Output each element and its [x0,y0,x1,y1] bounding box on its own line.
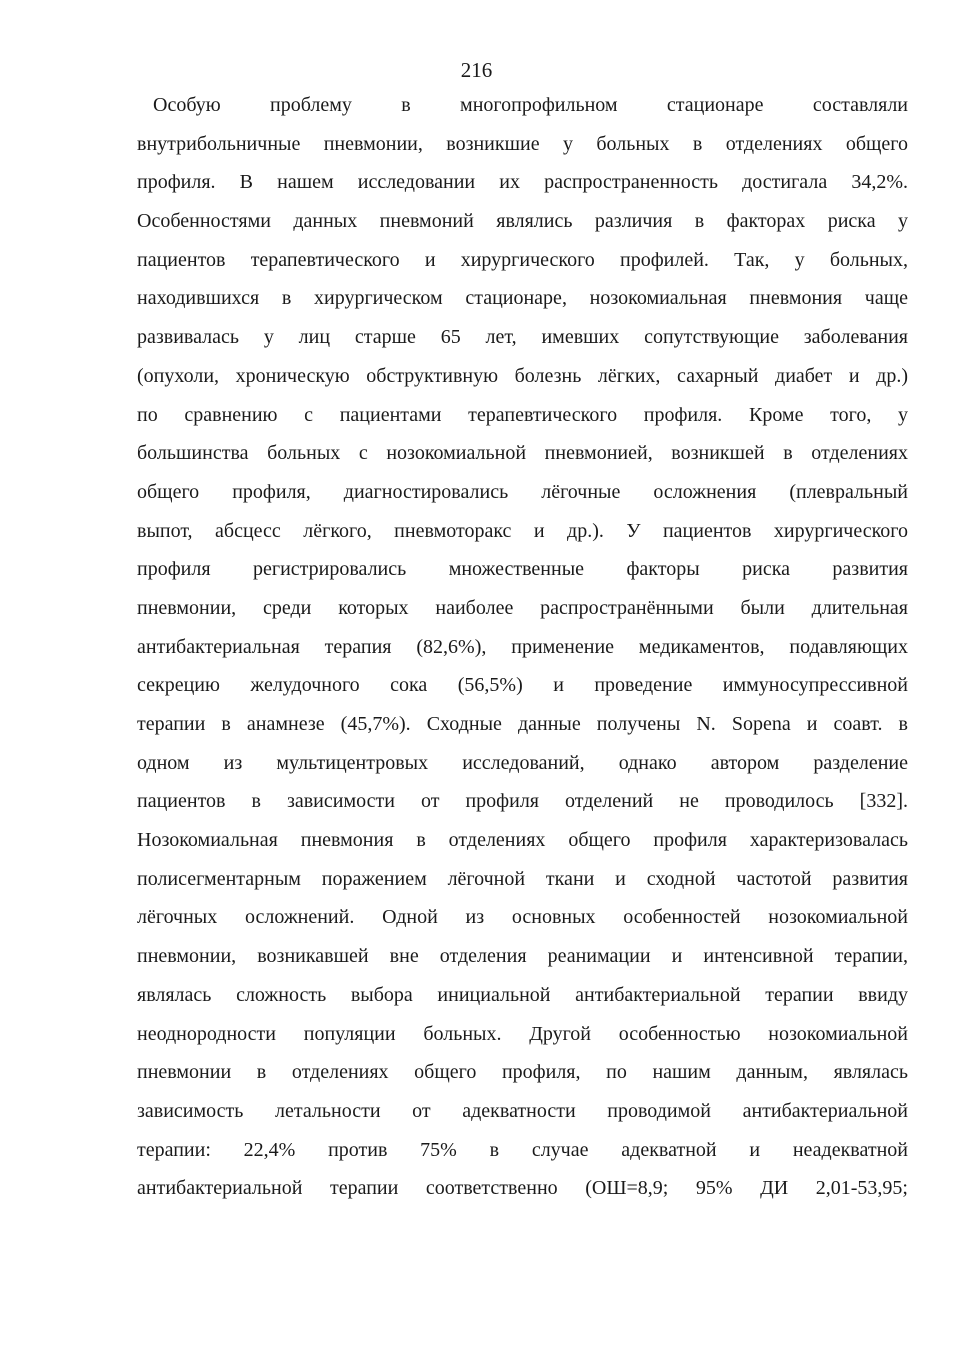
text-line: общего профиля, диагностировались лёгочные осложнения (плевральный [137,480,908,503]
body-text [137,86,908,1208]
text-line: терапии: 22,4% против 75% в случае адекватной и неадекватной [137,1138,908,1161]
text-line: пневмонии в отделениях общего профиля, по нашим данным, являлась [137,1061,908,1084]
text-line: развивалась у лиц старше 65 лет, имевших сопутствующие заболевания [137,326,908,349]
text-line: Нозокомиальная пневмония в отделениях общего профиля характеризовалась [137,829,908,852]
text-line: лёгочных осложнений. Одной из основных особенностей нозокомиальной [137,906,908,929]
text-line: Особую проблему в многопрофильном стационаре составляли [153,94,908,116]
text-line: являлась сложность выбора инициальной антибактериальной терапии ввиду [137,983,908,1006]
text-line: неоднородности популяции больных. Другой особенностью нозокомиальной [137,1022,908,1045]
text-line: терапии в анамнезе (45,7%). Сходные данные получены N. Sopena и соавт. в [137,713,908,735]
text-line: выпот, абсцесс лёгкого, пневмоторакс и др.). У пациентов хирургического [137,519,908,542]
text-line: внутрибольничные пневмонии, возникшие у больных в отделениях общего [137,132,908,155]
text-line: (опухоли, хроническую обструктивную болезнь лёгких, сахарный диабет и др.) [137,364,908,387]
text-line: антибактериальной терапии соответственно (ОШ=8,9; 95% ДИ 2,01-53,95; [137,1177,908,1200]
text-line: одном из мультицентровых исследований, однако автором разделение [137,751,908,774]
text-line: пневмонии, возникавшей вне отделения реанимации и интенсивной терапии, [137,945,908,968]
text-line: профиля регистрировались множественные факторы риска развития [137,558,908,581]
text-line: зависимость летальности от адекватности проводимой антибактериальной [137,1099,908,1122]
text-line: секрецию желудочного сока (56,5%) и проведение иммуносупрессивной [137,674,908,697]
text-line: по сравнению с пациентами терапевтического профиля. Кроме того, у [137,403,908,426]
text-line: полисегментарным поражением лёгочной ткани и сходной частотой развития [137,867,908,890]
text-line: находившихся в хирургическом стационаре, нозокомиальная пневмония чаще [137,287,908,310]
text-line: профиля. В нашем исследовании их распространенность достигала 34,2%. [137,171,908,194]
text-line: Особенностями данных пневмоний являлись различия в факторах риска у [137,210,908,233]
text-line: пневмонии, среди которых наиболее распространёнными были длительная [137,596,908,619]
text-line: антибактериальная терапия (82,6%), применение медикаментов, подавляющих [137,635,908,658]
page-number: 216 [460,58,493,82]
text-line: большинства больных с нозокомиальной пневмонией, возникшей в отделениях [137,442,908,465]
text-line: пациентов в зависимости от профиля отделений не проводилось [332]. [137,790,908,813]
text-line: пациентов терапевтического и хирургического профилей. Так, у больных, [137,248,908,271]
